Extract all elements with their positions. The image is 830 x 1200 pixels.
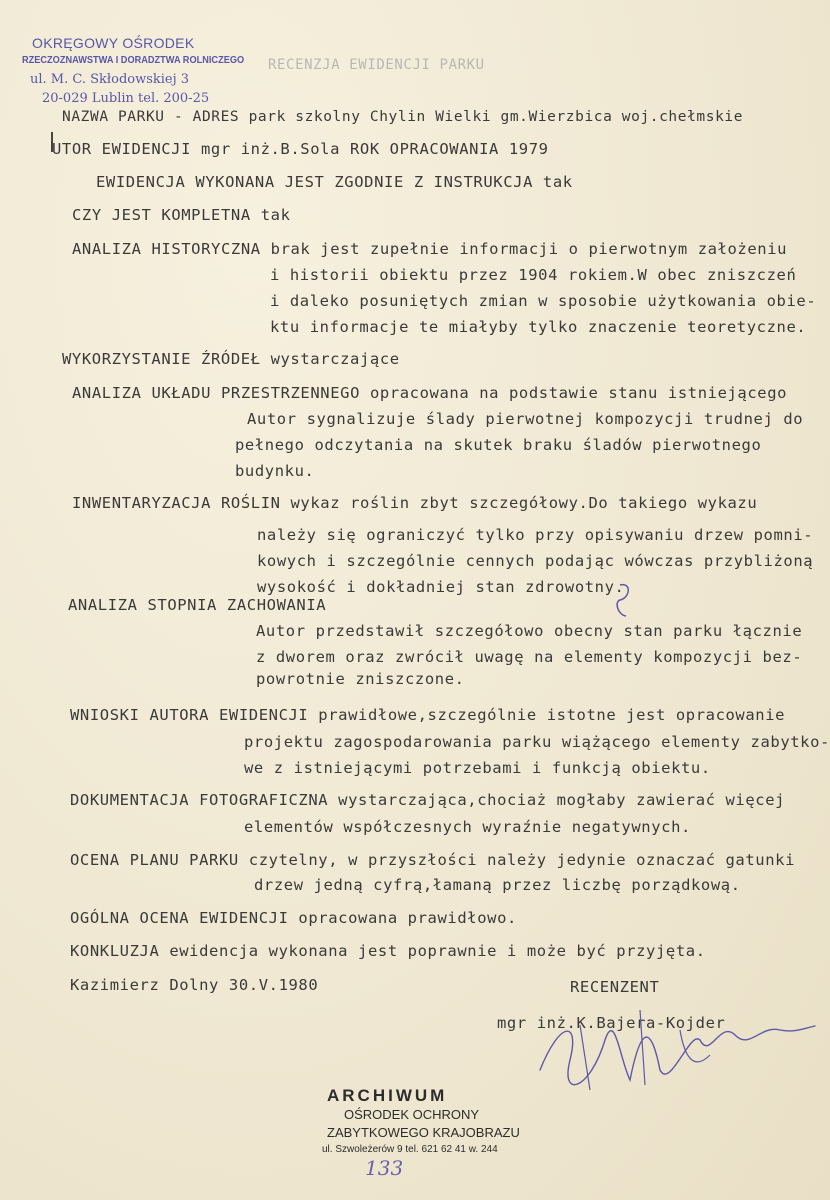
photo-doc-line-1: DOKUMENTACJA FOTOGRAFICZNA wystarczająca,chociaż mogłaby zawierać więcej (70, 791, 786, 809)
conclusions-line-3: we z istniejącymi potrzebami i funkcją obiektu. (244, 759, 711, 777)
historical-analysis-line-4: ktu informacje te miałyby tylko znaczenie teoretyczne. (270, 318, 807, 336)
stamp-line-1: OKRĘGOWY OŚRODEK (32, 35, 195, 51)
conclusions-line-1: WNIOSKI AUTORA EWIDENCJI prawidłowe,szczególnie istotne jest opracowanie (70, 706, 786, 724)
spatial-analysis-line-1: ANALIZA UKŁADU PRZESTRZENNEGO opracowana na podstawie stanu istniejącego (72, 384, 788, 402)
spatial-analysis-line-3: pełnego odczytania na skutek braku śladów pierwotnego (235, 436, 762, 454)
park-name-line: NAZWA PARKU - ADRES park szkolny Chylin Wielki gm.Wierzbica woj.chełmskie (62, 109, 744, 125)
historical-analysis-line-2: i historii obiektu przez 1904 rokiem.W obec zniszczeń (270, 266, 797, 284)
reviewer-name: mgr inż.K.Bajera-Kojder (497, 1014, 726, 1032)
historical-analysis-line-3: i daleko posuniętych zmian w sposobie użytkowania obie- (270, 292, 817, 310)
reviewer-label: RECENZENT (570, 978, 660, 996)
handwritten-number: 133 (365, 1156, 404, 1180)
plant-inventory-line-3: kowych i szczególnie cennych podając wówczas przybliżoną (257, 552, 814, 570)
sources-line: WYKORZYSTANIE ŹRÓDEŁ wystarczające (62, 350, 400, 368)
spatial-analysis-line-4: budynku. (235, 462, 315, 480)
plan-assessment-line-2: drzew jedną cyfrą,łamaną przez liczbę porządkową. (254, 876, 741, 894)
conclusion-line: KONKLUZJA ewidencja wykonana jest poprawnie i może być przyjęta. (70, 942, 706, 960)
overall-assessment-line: OGÓLNA OCENA EWIDENCJI opracowana prawidłowo. (70, 909, 517, 927)
archive-stamp-line-3: ZABYTKOWEGO KRAJOBRAZU (327, 1125, 520, 1140)
instruction-line: EWIDENCJA WYKONANA JEST ZGODNIE Z INSTRUKCJA tak (96, 173, 573, 191)
signature-icon (520, 1000, 820, 1100)
plant-inventory-line-1: INWENTARYZACJA ROŚLIN wykaz roślin zbyt szczegółowy.Do takiego wykazu (72, 494, 758, 512)
preservation-line-1: Autor przedstawił szczegółowo obecny stan parku łącznie (256, 622, 803, 640)
spatial-analysis-line-2: Autor sygnalizuje ślady pierwotnej kompozycji trudnej do (247, 410, 804, 428)
plant-inventory-line-4: wysokość i dokładniej stan zdrowotny. (257, 578, 625, 596)
plant-inventory-line-2: należy się ograniczyć tylko przy opisywaniu drzew pomni- (257, 526, 814, 544)
complete-line: CZY JEST KOMPLETNA tak (72, 206, 291, 224)
margin-mark-icon (48, 130, 56, 154)
preservation-heading: ANALIZA STOPNIA ZACHOWANIA (68, 596, 327, 614)
stamp-line-3: ul. M. C. Skłodowskiej 3 (30, 72, 190, 87)
preservation-line-2: z dworem oraz zwrócił uwagę na elementy kompozycji bez- (256, 648, 803, 666)
photo-doc-line-2: elementów współczesnych wyraźnie negatywnych. (244, 818, 691, 836)
author-line: UTOR EWIDENCJI mgr inż.B.Sola ROK OPRACOWANIA 1979 (52, 140, 549, 158)
plan-assessment-line-1: OCENA PLANU PARKU czytelny, w przyszłości należy jedynie oznaczać gatunki (70, 851, 796, 869)
preservation-line-3: powrotnie zniszczone. (256, 670, 465, 688)
stamp-line-4: 20-029 Lublin tel. 200-25 (42, 91, 210, 106)
archive-stamp-title: ARCHIWUM (327, 1086, 448, 1105)
stamp-line-2: RZECZOZNAWSTWA I DORADZTWA ROLNICZEGO (22, 55, 245, 66)
document-heading: RECENZJA EWIDENCJI PARKU (268, 57, 485, 73)
place-date: Kazimierz Dolny 30.V.1980 (70, 976, 319, 994)
ink-mark-icon (610, 580, 640, 620)
conclusions-line-2: projektu zagospodarowania parku wiążącego elementy zabytko- (244, 733, 830, 751)
archive-stamp-line-2: OŚRODEK OCHRONY (344, 1107, 480, 1122)
archive-stamp-line-4: ul. Szwoleżerów 9 tel. 621 62 41 w. 244 (322, 1144, 498, 1155)
historical-analysis-line-1: ANALIZA HISTORYCZNA brak jest zupełnie informacji o pierwotnym założeniu (72, 240, 788, 258)
